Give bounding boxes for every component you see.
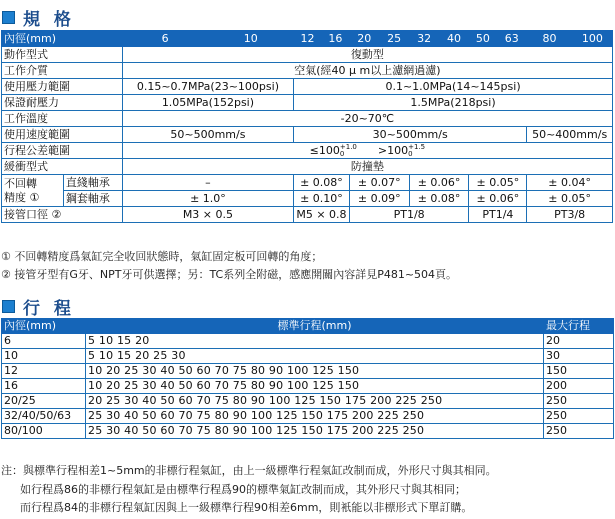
precision-value: ± 0.06° (409, 175, 469, 191)
stroke-note-2: 如行程爲86的非標行程氣缸是由標準行程爲90的標準氣缸改制而成，其外形尺寸與其相同； (20, 483, 466, 496)
stroke-section-title (2, 294, 75, 319)
table-row (2, 364, 614, 379)
bore-10: 10 (208, 31, 294, 47)
section-square-icon (2, 11, 15, 24)
precision-value: ± 0.08° (409, 191, 469, 207)
stroke-bore: 80/100 (2, 424, 86, 439)
row-value: 防撞墊 (122, 159, 612, 175)
row-value: 0.15~0.7MPa(23~100psi) (122, 79, 293, 95)
bore-80: 80 (527, 31, 572, 47)
stroke-max: 200 (544, 379, 614, 394)
stroke-note-3: 而行程爲84的非標行程氣缸因與上一級標準行程90相差6mm，則衹能以非標形式下單訂購。 (20, 501, 473, 514)
row-label: 保證耐壓力 (2, 95, 123, 111)
stroke-bore-header: 內徑(mm) (2, 319, 86, 334)
spec-row-precision-1 (2, 175, 613, 191)
tolerance-frac-2 (408, 144, 425, 158)
row-value: 1.5MPa(218psi) (294, 95, 613, 111)
stroke-bore: 6 (2, 334, 86, 349)
table-row (2, 334, 614, 349)
row-label: 接管口徑 ② (2, 207, 123, 223)
bore-6: 6 (122, 31, 208, 47)
spec-row-precision-2 (2, 191, 613, 207)
stroke-bore: 12 (2, 364, 86, 379)
bore-100: 100 (572, 31, 612, 47)
stroke-bore: 32/40/50/63 (2, 409, 86, 424)
table-row (2, 394, 614, 409)
steel-bearing-label: 鋼套軸承 (63, 191, 122, 207)
row-label: 使用速度範圍 (2, 127, 123, 143)
precision-value: ± 1.0° (122, 191, 293, 207)
stroke-values: 5 10 15 20 (86, 334, 544, 349)
spec-row-temp (2, 111, 613, 127)
spec-row-pressure (2, 79, 613, 95)
row-label: 行程公差範圍 (2, 143, 123, 159)
stroke-values: 10 20 25 30 40 50 60 70 75 80 90 100 125 150 (86, 379, 544, 394)
table-row (2, 379, 614, 394)
row-value (122, 143, 612, 159)
spec-row-medium (2, 63, 613, 79)
row-value: 復動型 (122, 47, 612, 63)
stroke-max: 30 (544, 349, 614, 364)
port-value: PT1/4 (469, 207, 527, 223)
port-value: M5 × 0.8 (294, 207, 350, 223)
stroke-max: 20 (544, 334, 614, 349)
table-row (2, 409, 614, 424)
stroke-note-1: 注：與標準行程相差1~5mm的非標行程氣缸，由上一級標準行程氣缸改制而成，外形尺寸與其相同。 (1, 464, 497, 477)
tolerance-frac-1 (340, 144, 357, 158)
table-row (2, 349, 614, 364)
stroke-max: 250 (544, 394, 614, 409)
precision-value: ± 0.09° (349, 191, 409, 207)
bore-25: 25 (379, 31, 409, 47)
precision-label-b: 精度 ① (4, 190, 40, 204)
spec-row-tolerance (2, 143, 613, 159)
section-square-icon (2, 300, 15, 313)
tolerance-le100: ≤100 (309, 144, 340, 157)
stroke-values: 25 30 40 50 60 70 75 80 90 100 125 150 175 200 225 250 (86, 409, 544, 424)
bore-12: 12 (294, 31, 322, 47)
spec-row-port (2, 207, 613, 223)
stroke-bore: 10 (2, 349, 86, 364)
spec-note-1: ① 不回轉精度爲氣缸完全收回狀態時，氣缸固定板可回轉的角度； (1, 250, 323, 263)
row-label: 緩衝型式 (2, 159, 123, 175)
bore-header-label: 內徑(mm) (2, 31, 123, 47)
row-value: 50~400mm/s (527, 127, 613, 143)
tol-sub: 0 (408, 150, 413, 158)
bore-63: 63 (497, 31, 527, 47)
stroke-standard-header: 標準行程(mm) (86, 319, 544, 334)
precision-value: ± 0.05° (527, 191, 613, 207)
table-row (2, 424, 614, 439)
bore-32: 32 (409, 31, 439, 47)
precision-value: ± 0.04° (527, 175, 613, 191)
bore-40: 40 (439, 31, 469, 47)
spec-section-title (2, 5, 75, 30)
bore-50: 50 (469, 31, 497, 47)
port-value: PT1/8 (349, 207, 469, 223)
bore-16: 16 (321, 31, 349, 47)
row-value: 30~500mm/s (294, 127, 527, 143)
precision-value: ± 0.08° (294, 175, 350, 191)
precision-value: – (122, 175, 293, 191)
tolerance-gt100: >100 (377, 144, 409, 157)
linear-bearing-label: 直綫軸承 (63, 175, 122, 191)
precision-value: ± 0.05° (469, 175, 527, 191)
tol-sup: +1.5 (408, 143, 426, 151)
precision-label-a: 不回轉 (4, 176, 37, 190)
stroke-header-row (2, 319, 614, 334)
row-value: -20~70℃ (122, 111, 612, 127)
stroke-bore: 20/25 (2, 394, 86, 409)
stroke-values: 25 30 40 50 60 70 75 80 90 100 125 150 175 200 225 250 (86, 424, 544, 439)
row-value: 空氣(經40 μ m以上濾網過濾) (122, 63, 612, 79)
row-label: 動作型式 (2, 47, 123, 63)
spec-row-speed (2, 127, 613, 143)
stroke-max-header: 最大行程 (544, 319, 614, 334)
row-value: 50~500mm/s (122, 127, 293, 143)
precision-value: ± 0.06° (469, 191, 527, 207)
row-value: 0.1~1.0MPa(14~145psi) (294, 79, 613, 95)
bore-20: 20 (349, 31, 379, 47)
spec-header-row (2, 31, 613, 47)
stroke-values: 20 25 30 40 50 60 70 75 80 90 100 125 150 175 200 225 250 (86, 394, 544, 409)
spec-row-proof (2, 95, 613, 111)
spec-row-cushion (2, 159, 613, 175)
stroke-bore: 16 (2, 379, 86, 394)
spec-note-2: ② 接管牙型有G牙、NPT牙可供選擇；另：TC系列全附磁，感應開關內容詳見P481~504頁。 (1, 268, 458, 281)
stroke-max: 250 (544, 424, 614, 439)
stroke-max: 250 (544, 409, 614, 424)
spec-table (1, 30, 613, 223)
port-value: PT3/8 (527, 207, 613, 223)
row-value: 1.05MPa(152psi) (122, 95, 293, 111)
precision-value: ± 0.10° (294, 191, 350, 207)
spec-row-action (2, 47, 613, 63)
port-value: M3 × 0.5 (122, 207, 293, 223)
stroke-values: 10 20 25 30 40 50 60 70 75 80 90 100 125 150 (86, 364, 544, 379)
row-label: 工作介質 (2, 63, 123, 79)
row-label: 工作溫度 (2, 111, 123, 127)
precision-value: ± 0.07° (349, 175, 409, 191)
tol-sub: 0 (339, 150, 345, 158)
stroke-values: 5 10 15 20 25 30 (86, 349, 544, 364)
tol-sup: +1.0 (339, 143, 357, 151)
stroke-title-text: 行 程 (23, 299, 75, 319)
stroke-table (1, 318, 614, 439)
stroke-max: 150 (544, 364, 614, 379)
precision-label (2, 175, 64, 207)
spec-title-text: 規 格 (23, 10, 75, 30)
row-label: 使用壓力範圍 (2, 79, 123, 95)
